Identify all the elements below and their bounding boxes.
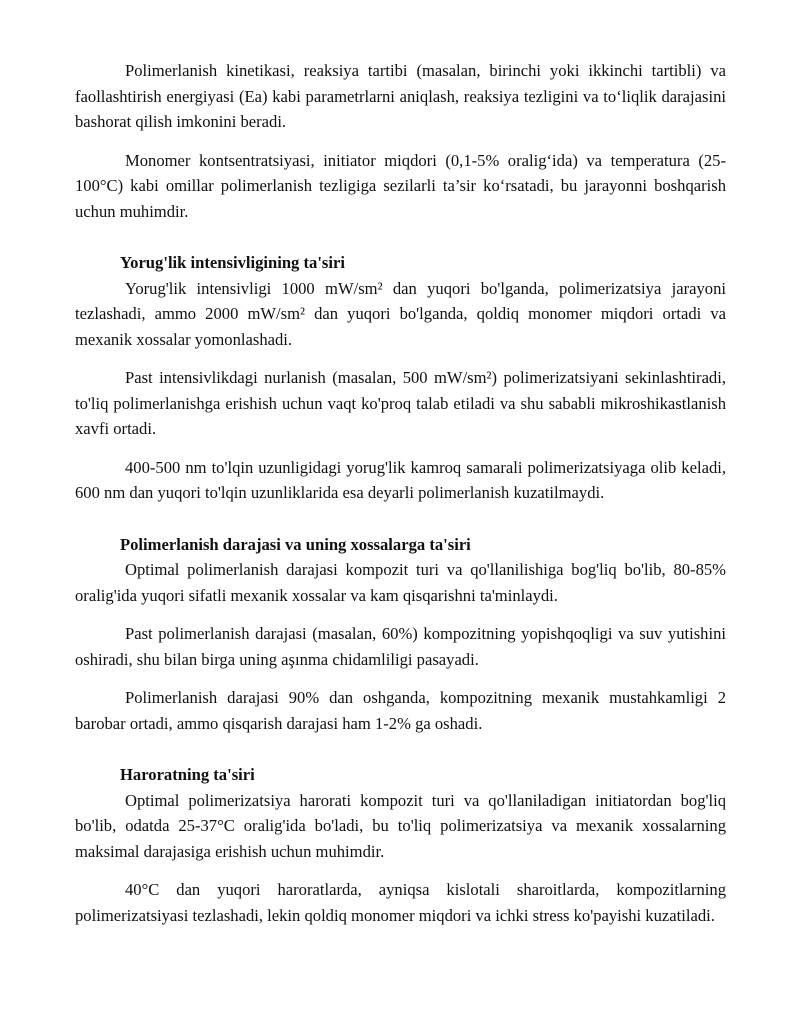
section-heading-polymerization-degree: Polimerlanish darajasi va uning xossalarga ta'siri <box>120 534 471 554</box>
intro-paragraph-1: Polimerlanish kinetikasi, reaksiya tartibi (masalan, birinchi yoki ikkinchi tartibli) va faollashtirish energiyasi (Ea) kabi parametrlarni aniqlash, reaksiya tezligini va to‘liqlik darajasini bashorat qilish imkonini beradi. <box>75 61 726 131</box>
degree-paragraph-1: Optimal polimerlanish darajasi kompozit turi va qo'llanilishiga bog'liq bo'lib, 80-85% oralig'ida yuqori sifatli mexanik xossalar va kam qisqarishni ta'minlaydi. <box>75 560 726 605</box>
section-heading-light-intensity: Yorug'lik intensivligining ta'siri <box>120 253 345 272</box>
degree-paragraph-3: Polimerlanish darajasi 90% dan oshganda, kompozitning mexanik mustahkamligi 2 barobar ortadi, ammo qisqarish darajasi ham 1-2% ga oshadi. <box>75 688 726 733</box>
document-page <box>75 58 726 928</box>
intro-paragraph-2: Monomer kontsentratsiyasi, initiator miqdori (0,1-5% oralig‘ida) va temperatura (25-100°C) kabi omillar polimerlanish tezligiga sezilarli ta’sir ko‘rsatadi, bu jarayonni boshqarish uchun muhimdir. <box>75 150 726 221</box>
light-paragraph-3: 400-500 nm to'lqin uzunligidagi yorug'lik kamroq samarali polimerizatsiyaga olib keladi, 600 nm dan yuqori to'lqin uzunliklarida esa deyarli polimerlanish kuzatilmaydi. <box>75 457 726 502</box>
temperature-paragraph-1: Optimal polimerizatsiya harorati kompozit turi va qo'llaniladigan initiatordan bog'liq bo'lib, odatda 25-37°C oralig'ida bo'ladi, bu to'liq polimerizatsiya va mexanik xossalarning maksimal darajasiga erishish uchun muhimdir. <box>75 790 726 861</box>
light-paragraph-1: Yorug'lik intensivligi 1000 mW/sm² dan yuqori bo'lganda, polimerizatsiya jarayoni tezlashadi, ammo 2000 mW/sm² dan yuqori bo'lganda, qoldiq monomer miqdori ortadi va mexanik xossalar yomonlashadi. <box>75 278 726 349</box>
temperature-paragraph-2: 40°C dan yuqori haroratlarda, ayniqsa kislotali sharoitlarda, kompozitlarning polimerizatsiyasi tezlashadi, lekin qoldiq monomer miqdori va ichki stress ko'payishi kuzatiladi. <box>75 880 726 925</box>
light-paragraph-2: Past intensivlikdagi nurlanish (masalan, 500 mW/sm²) polimerizatsiyani sekinlashtiradi, to'liq polimerlanishga erishish uchun vaqt ko'proq talab etiladi va shu sababli mikroshikastlanish xavfi ortadi. <box>75 368 726 438</box>
degree-paragraph-2: Past polimerlanish darajasi (masalan, 60%) kompozitning yopishqoqligi va suv yutishini oshiradi, shu bilan birga uning aşınma chidamliligi pasayadi. <box>75 624 726 669</box>
section-heading-temperature: Haroratning ta'siri <box>120 765 255 784</box>
